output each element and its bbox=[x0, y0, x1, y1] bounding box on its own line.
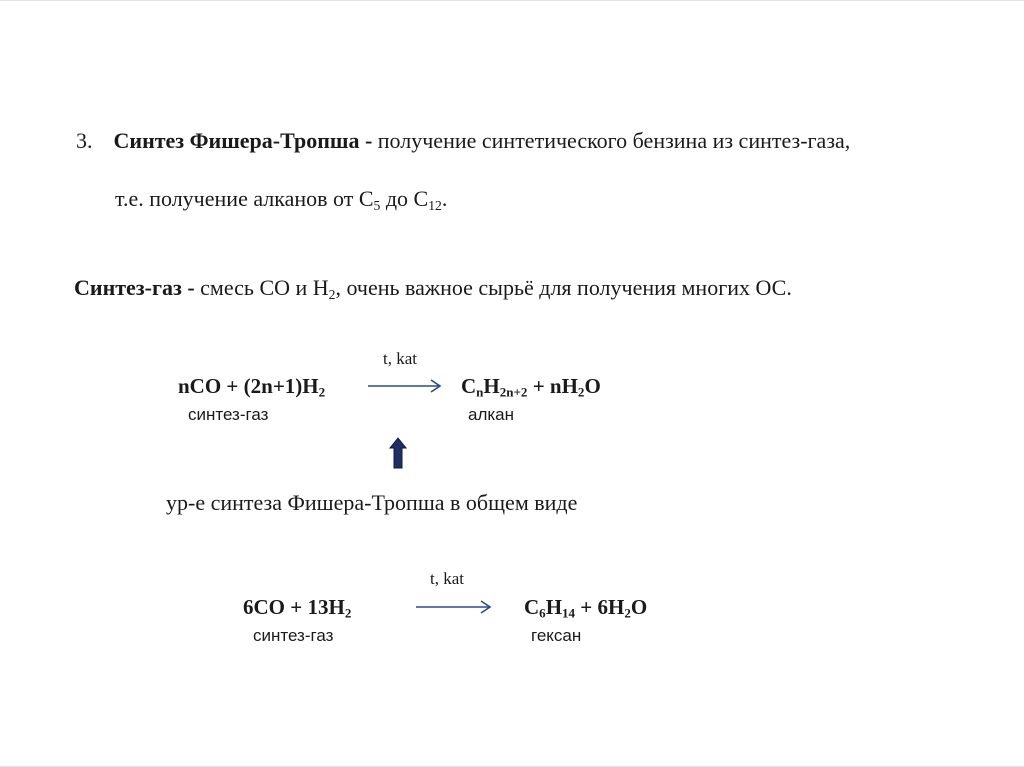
general-right-c: C bbox=[461, 374, 477, 398]
general-right-o: O bbox=[584, 374, 601, 398]
alkanes-range-end: . bbox=[441, 186, 448, 211]
hexane-right-water-sub: 2 bbox=[624, 605, 631, 621]
hexane-conditions: t, kat bbox=[430, 569, 464, 588]
hexane-right-formula bbox=[524, 595, 648, 621]
syngas-text-prefix: смесь СО и Н bbox=[200, 275, 329, 300]
syngas-term: Синтез-газ bbox=[74, 275, 182, 300]
hexane-left-sub: 2 bbox=[344, 605, 352, 621]
general-left-formula bbox=[178, 374, 326, 400]
syngas-h-subscript: 2 bbox=[328, 286, 336, 302]
hexane-right-c-sub: 6 bbox=[539, 605, 546, 621]
alkanes-range-prefix: т.е. получение алканов от С bbox=[115, 186, 374, 211]
hexane-right-o: O bbox=[630, 595, 648, 619]
up-arrow-icon bbox=[388, 437, 408, 474]
item3-line2 bbox=[115, 186, 448, 213]
general-equation-caption: ур-е синтеза Фишера-Тропша в общем виде bbox=[166, 490, 578, 515]
hexane-right-h: H bbox=[545, 595, 563, 619]
c-to-subscript: 12 bbox=[428, 197, 442, 213]
general-right-plus: + nH bbox=[527, 374, 578, 398]
general-conditions: t, kat bbox=[383, 349, 417, 368]
general-right-h: H bbox=[483, 374, 500, 398]
item-dash: - bbox=[359, 128, 378, 153]
general-right-formula bbox=[461, 374, 601, 400]
item-number: 3. bbox=[76, 128, 93, 153]
general-right-water-sub: 2 bbox=[577, 384, 585, 400]
general-reaction-arrow bbox=[368, 378, 442, 394]
syngas-definition bbox=[74, 275, 792, 302]
syngas-dash: - bbox=[181, 275, 201, 300]
item3-line1 bbox=[76, 130, 850, 152]
hexane-left-formula bbox=[243, 595, 352, 621]
c-from-subscript: 5 bbox=[373, 197, 381, 213]
hexane-right-h-sub: 14 bbox=[562, 605, 576, 621]
hexane-left-label: синтез-газ bbox=[253, 626, 334, 645]
hexane-right-plus: + 6H bbox=[575, 595, 625, 619]
item-definition: получение синтетического бензина из синтез-газа, bbox=[377, 128, 851, 153]
hexane-right-c: C bbox=[524, 595, 540, 619]
syngas-text-suffix: , очень важное сырьё для получения многих ОС. bbox=[335, 275, 792, 300]
hexane-left-text: 6CO + 13H bbox=[243, 595, 345, 619]
general-left-text: nCO + (2n+1)H bbox=[178, 374, 319, 398]
general-left-sub: 2 bbox=[318, 384, 326, 400]
alkanes-range-middle: до С bbox=[380, 186, 429, 211]
general-right-h-sub: 2n+2 bbox=[499, 384, 528, 400]
item-term: Синтез Фишера-Тропша bbox=[113, 128, 360, 153]
hexane-right-label: гексан bbox=[531, 626, 582, 645]
general-right-label: алкан bbox=[468, 405, 515, 424]
hexane-reaction-arrow bbox=[416, 599, 492, 615]
general-left-label: синтез-газ bbox=[188, 405, 269, 424]
general-right-c-sub: n bbox=[476, 384, 484, 400]
